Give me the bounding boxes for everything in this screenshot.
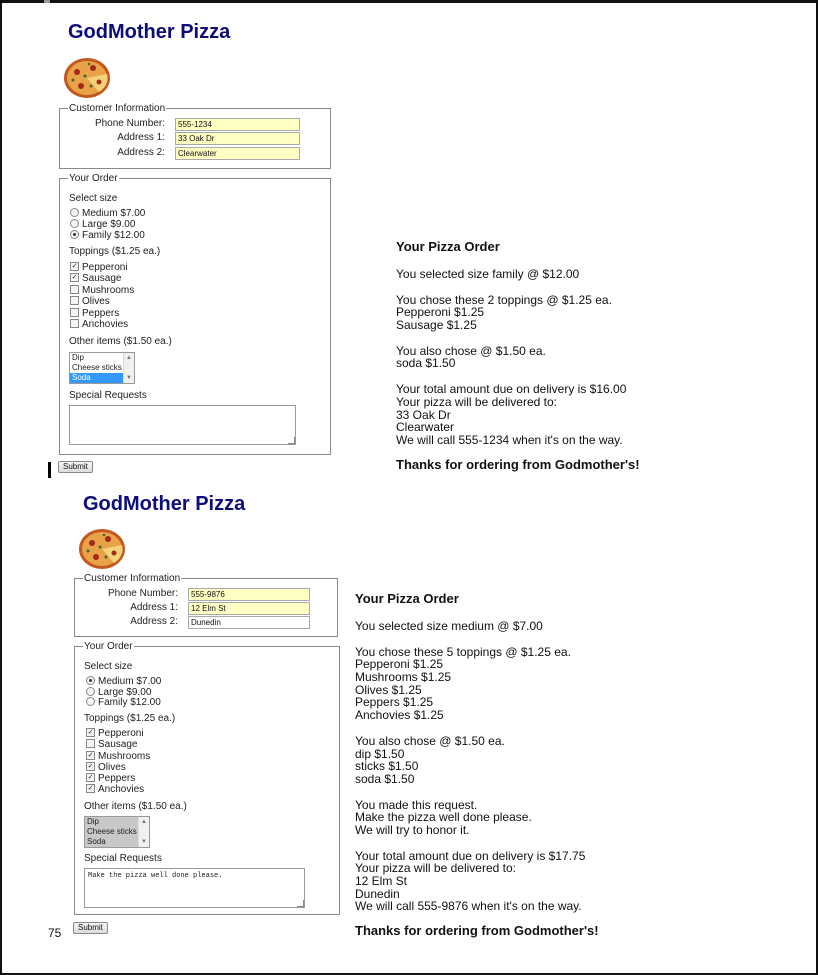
request-reply: We will try to honor it. (355, 822, 470, 837)
other-paragraph (355, 735, 599, 786)
delivery-intro: Your pizza will be delivered to: (396, 394, 557, 409)
size-option-family[interactable]: Family $12.00 (70, 230, 145, 241)
other-items-label: Other items ($1.50 ea.) (84, 801, 187, 812)
order-summary (355, 592, 599, 938)
address2-input[interactable]: Dunedin (188, 616, 310, 629)
select-size-label: Select size (84, 661, 133, 672)
toppings-paragraph (355, 646, 599, 722)
toppings-label: Toppings ($1.25 ea.) (84, 713, 176, 724)
toppings-intro: You chose these 2 toppings @ $1.25 ea. (396, 292, 612, 307)
topping-line: Olives $1.25 (355, 682, 422, 697)
checkbox-pepperoni[interactable]: ✓ (71, 262, 78, 270)
total-line: Your total amount due on delivery is $17.75 (355, 848, 586, 863)
phone-input[interactable]: 555-9876 (188, 588, 310, 601)
checkbox-olives[interactable]: ✓ (87, 762, 94, 770)
other-line: soda $1.50 (396, 356, 456, 371)
delivery-address2: Clearwater (396, 420, 455, 435)
thanks-message: Thanks for ordering from Godmother's! (355, 923, 599, 939)
special-requests-label: Special Requests (84, 853, 162, 864)
size-line: You selected size family @ $12.00 (396, 267, 580, 281)
size-option-medium[interactable]: Medium $7.00 (70, 208, 145, 219)
list-item-soda[interactable]: Soda (70, 373, 124, 383)
topping-peppers[interactable]: ✓ Peppers (87, 773, 136, 784)
request-paragraph (355, 799, 599, 837)
customer-info-legend: Customer Information (84, 573, 181, 584)
request-intro: You made this request. (355, 797, 478, 812)
delivery-address1: 33 Oak Dr (396, 407, 451, 422)
page-number: 75 (48, 926, 62, 940)
checkbox-anchovies[interactable]: ✓ (87, 784, 94, 792)
other-intro: You also chose @ $1.50 ea. (355, 733, 505, 748)
size-option-family[interactable]: Family $12.00 (86, 697, 161, 708)
address2-label: Address 2: (117, 147, 165, 158)
phone-label: Phone Number: (94, 118, 165, 129)
checkbox-mushrooms[interactable]: ✓ (87, 751, 94, 759)
summary-heading: Your Pizza Order (396, 239, 500, 254)
pizza-image (78, 527, 126, 571)
checkbox-sausage[interactable] (86, 739, 95, 748)
topping-line: Sausage $1.25 (396, 318, 477, 333)
listbox-scrollbar[interactable] (138, 817, 149, 847)
submit-button[interactable]: Submit (58, 461, 93, 473)
resize-grip-icon[interactable] (297, 900, 304, 907)
site-title: GodMother Pizza (68, 21, 231, 43)
size-option-medium[interactable]: Medium $7.00 (86, 676, 161, 687)
radio-large[interactable] (86, 687, 95, 696)
topping-line: Pepperoni $1.25 (396, 305, 485, 320)
call-line: We will call 555-9876 when it's on the way. (355, 899, 582, 914)
other-line: dip $1.50 (355, 746, 405, 761)
topping-line: Peppers $1.25 (355, 695, 434, 710)
phone-label: Phone Number: (107, 588, 178, 599)
topping-line: Anchovies $1.25 (355, 708, 444, 723)
other-line: soda $1.50 (355, 771, 415, 786)
other-items-listbox[interactable] (84, 816, 150, 848)
list-item-cheese-sticks[interactable]: Cheese sticks (87, 827, 137, 836)
checkbox-sausage[interactable]: ✓ (71, 273, 78, 281)
topping-anchovies[interactable]: ✓ Anchovies (87, 784, 145, 795)
phone-input[interactable]: 555-1234 (175, 118, 300, 131)
size-option-large[interactable]: Large $9.00 (70, 219, 135, 230)
delivery-paragraph (355, 850, 599, 914)
topping-mushrooms[interactable]: ✓ Mushrooms (87, 751, 151, 762)
delivery-address1: 12 Elm St (355, 874, 408, 889)
select-size-label: Select size (69, 193, 118, 204)
delivery-address2: Dunedin (355, 886, 400, 901)
address2-input[interactable]: Clearwater (175, 147, 300, 160)
size-option-large[interactable]: Large $9.00 (86, 687, 151, 698)
list-item-dip[interactable]: Dip (87, 817, 100, 826)
address1-label: Address 1: (130, 602, 178, 613)
other-intro: You also chose @ $1.50 ea. (396, 343, 546, 358)
topping-sausage[interactable]: ✓ Sausage (71, 273, 122, 284)
topping-peppers[interactable]: Peppers (70, 308, 119, 319)
topping-line: Pepperoni $1.25 (355, 657, 444, 672)
topping-line: Mushrooms $1.25 (355, 670, 452, 685)
scroll-down-icon[interactable]: ▼ (141, 839, 147, 845)
topping-anchovies[interactable]: Anchovies (70, 319, 128, 330)
list-item-dip[interactable]: Dip (72, 353, 85, 362)
summary-heading: Your Pizza Order (355, 591, 459, 606)
your-order-legend: Your Order (69, 173, 118, 184)
address2-label: Address 2: (130, 616, 178, 627)
topping-olives[interactable]: ✓ Olives (87, 762, 126, 773)
checkbox-pepperoni[interactable]: ✓ (87, 728, 94, 736)
toppings-intro: You chose these 5 toppings @ $1.25 ea. (355, 644, 571, 659)
request-text: Make the pizza well done please. (355, 810, 532, 825)
topping-mushrooms[interactable]: Mushrooms (70, 285, 134, 296)
topping-olives[interactable]: Olives (70, 296, 110, 307)
scroll-up-icon[interactable]: ▲ (141, 819, 147, 825)
address1-input[interactable]: 33 Oak Dr (175, 132, 300, 145)
size-paragraph (355, 620, 599, 633)
list-item-soda[interactable]: Soda (87, 837, 106, 846)
thanks-message: Thanks for ordering from Godmother's! (396, 456, 640, 472)
list-item-cheese-sticks[interactable]: Cheese sticks (72, 363, 122, 372)
site-title: GodMother Pizza (83, 493, 246, 515)
other-items-label: Other items ($1.50 ea.) (69, 336, 172, 347)
radio-medium[interactable] (86, 676, 95, 685)
special-requests-textarea[interactable]: Make the pizza well done please. (84, 868, 305, 908)
size-line: You selected size medium @ $7.00 (355, 619, 543, 633)
submit-button[interactable]: Submit (73, 922, 108, 934)
delivery-intro: Your pizza will be delivered to: (355, 861, 516, 876)
customer-info-legend: Customer Information (69, 103, 166, 114)
call-line: We will call 555-1234 when it's on the way. (396, 432, 623, 447)
other-line: sticks $1.50 (355, 759, 419, 774)
address1-label: Address 1: (117, 132, 165, 143)
scroll-up-icon[interactable]: ▲ (126, 355, 132, 361)
topping-sausage[interactable]: Sausage (86, 739, 137, 750)
total-line: Your total amount due on delivery is $16.00 (396, 382, 627, 397)
radio-family[interactable] (86, 697, 95, 706)
toppings-label: Toppings ($1.25 ea.) (69, 246, 161, 257)
scroll-spacer (139, 827, 149, 837)
special-requests-label: Special Requests (69, 390, 147, 401)
checkbox-peppers[interactable]: ✓ (87, 773, 94, 781)
scroll-down-icon[interactable]: ▼ (126, 375, 132, 381)
your-order-legend: Your Order (84, 641, 133, 652)
address1-input[interactable]: 12 Elm St (188, 602, 310, 615)
topping-pepperoni[interactable]: ✓ Pepperoni (87, 728, 144, 739)
topping-pepperoni[interactable]: ✓ Pepperoni (71, 262, 128, 273)
